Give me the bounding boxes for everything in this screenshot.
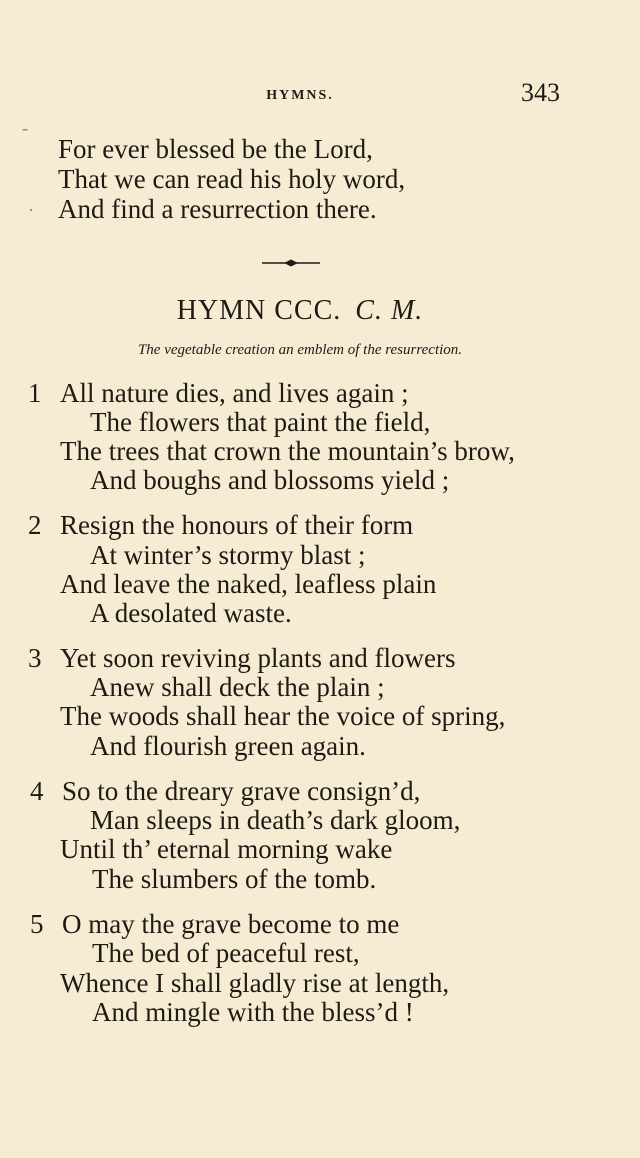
verse-line: And find a resurrection there.: [58, 194, 377, 224]
verse-line: The woods shall hear the voice of spring,: [60, 701, 506, 731]
stanza-number: 5: [30, 909, 44, 939]
running-header: HYMNS.: [266, 88, 334, 103]
stanza-number: 2: [28, 510, 42, 540]
verse-line: The trees that crown the mountain’s brow,: [60, 436, 515, 466]
verse-line: And flourish green again.: [90, 731, 366, 761]
stanza-number: 4: [30, 776, 44, 806]
hymn-number: HYMN CCC.: [176, 295, 342, 326]
verse-line: Yet soon reviving plants and flowers: [60, 643, 456, 673]
verse-line: So to the dreary grave consign’d,: [62, 776, 421, 806]
margin-mark: ·: [28, 200, 34, 220]
margin-mark: -: [22, 118, 28, 138]
verse-line: The slumbers of the tomb.: [92, 864, 377, 894]
verse-line: Resign the honours of their form: [60, 510, 414, 540]
verse-line: And mingle with the bless’d !: [92, 997, 414, 1027]
hymn-title: [0, 295, 600, 327]
stanza-number: 1: [28, 378, 42, 408]
verse-line: And boughs and blossoms yield ;: [90, 465, 450, 495]
hymn-subtitle: The vegetable creation an emblem of the resurrection.: [137, 342, 463, 358]
verse-line: That we can read his holy word,: [58, 164, 406, 194]
verse-line: And leave the naked, leafless plain: [60, 569, 437, 599]
verse-line: Whence I shall gladly rise at length,: [60, 968, 450, 998]
verse-line: The flowers that paint the field,: [90, 407, 431, 437]
verse-line: At winter’s stormy blast ;: [90, 540, 366, 570]
hymn-meter: C. M.: [355, 295, 424, 326]
verse-line: A desolated waste.: [90, 598, 292, 628]
verse-line: The bed of peaceful rest,: [92, 938, 360, 968]
verse-line: Man sleeps in death’s dark gloom,: [90, 805, 461, 835]
verse-line: O may the grave become to me: [62, 909, 400, 939]
verse-line: Until th’ eternal morning wake: [60, 834, 393, 864]
stanza-number: 3: [28, 643, 42, 673]
verse-line: For ever blessed be the Lord,: [58, 134, 373, 164]
verse-line: All nature dies, and lives again ;: [60, 378, 409, 408]
verse-line: Anew shall deck the plain ;: [90, 672, 385, 702]
page-number: 343: [521, 78, 560, 107]
section-divider-ornament: [262, 258, 320, 268]
